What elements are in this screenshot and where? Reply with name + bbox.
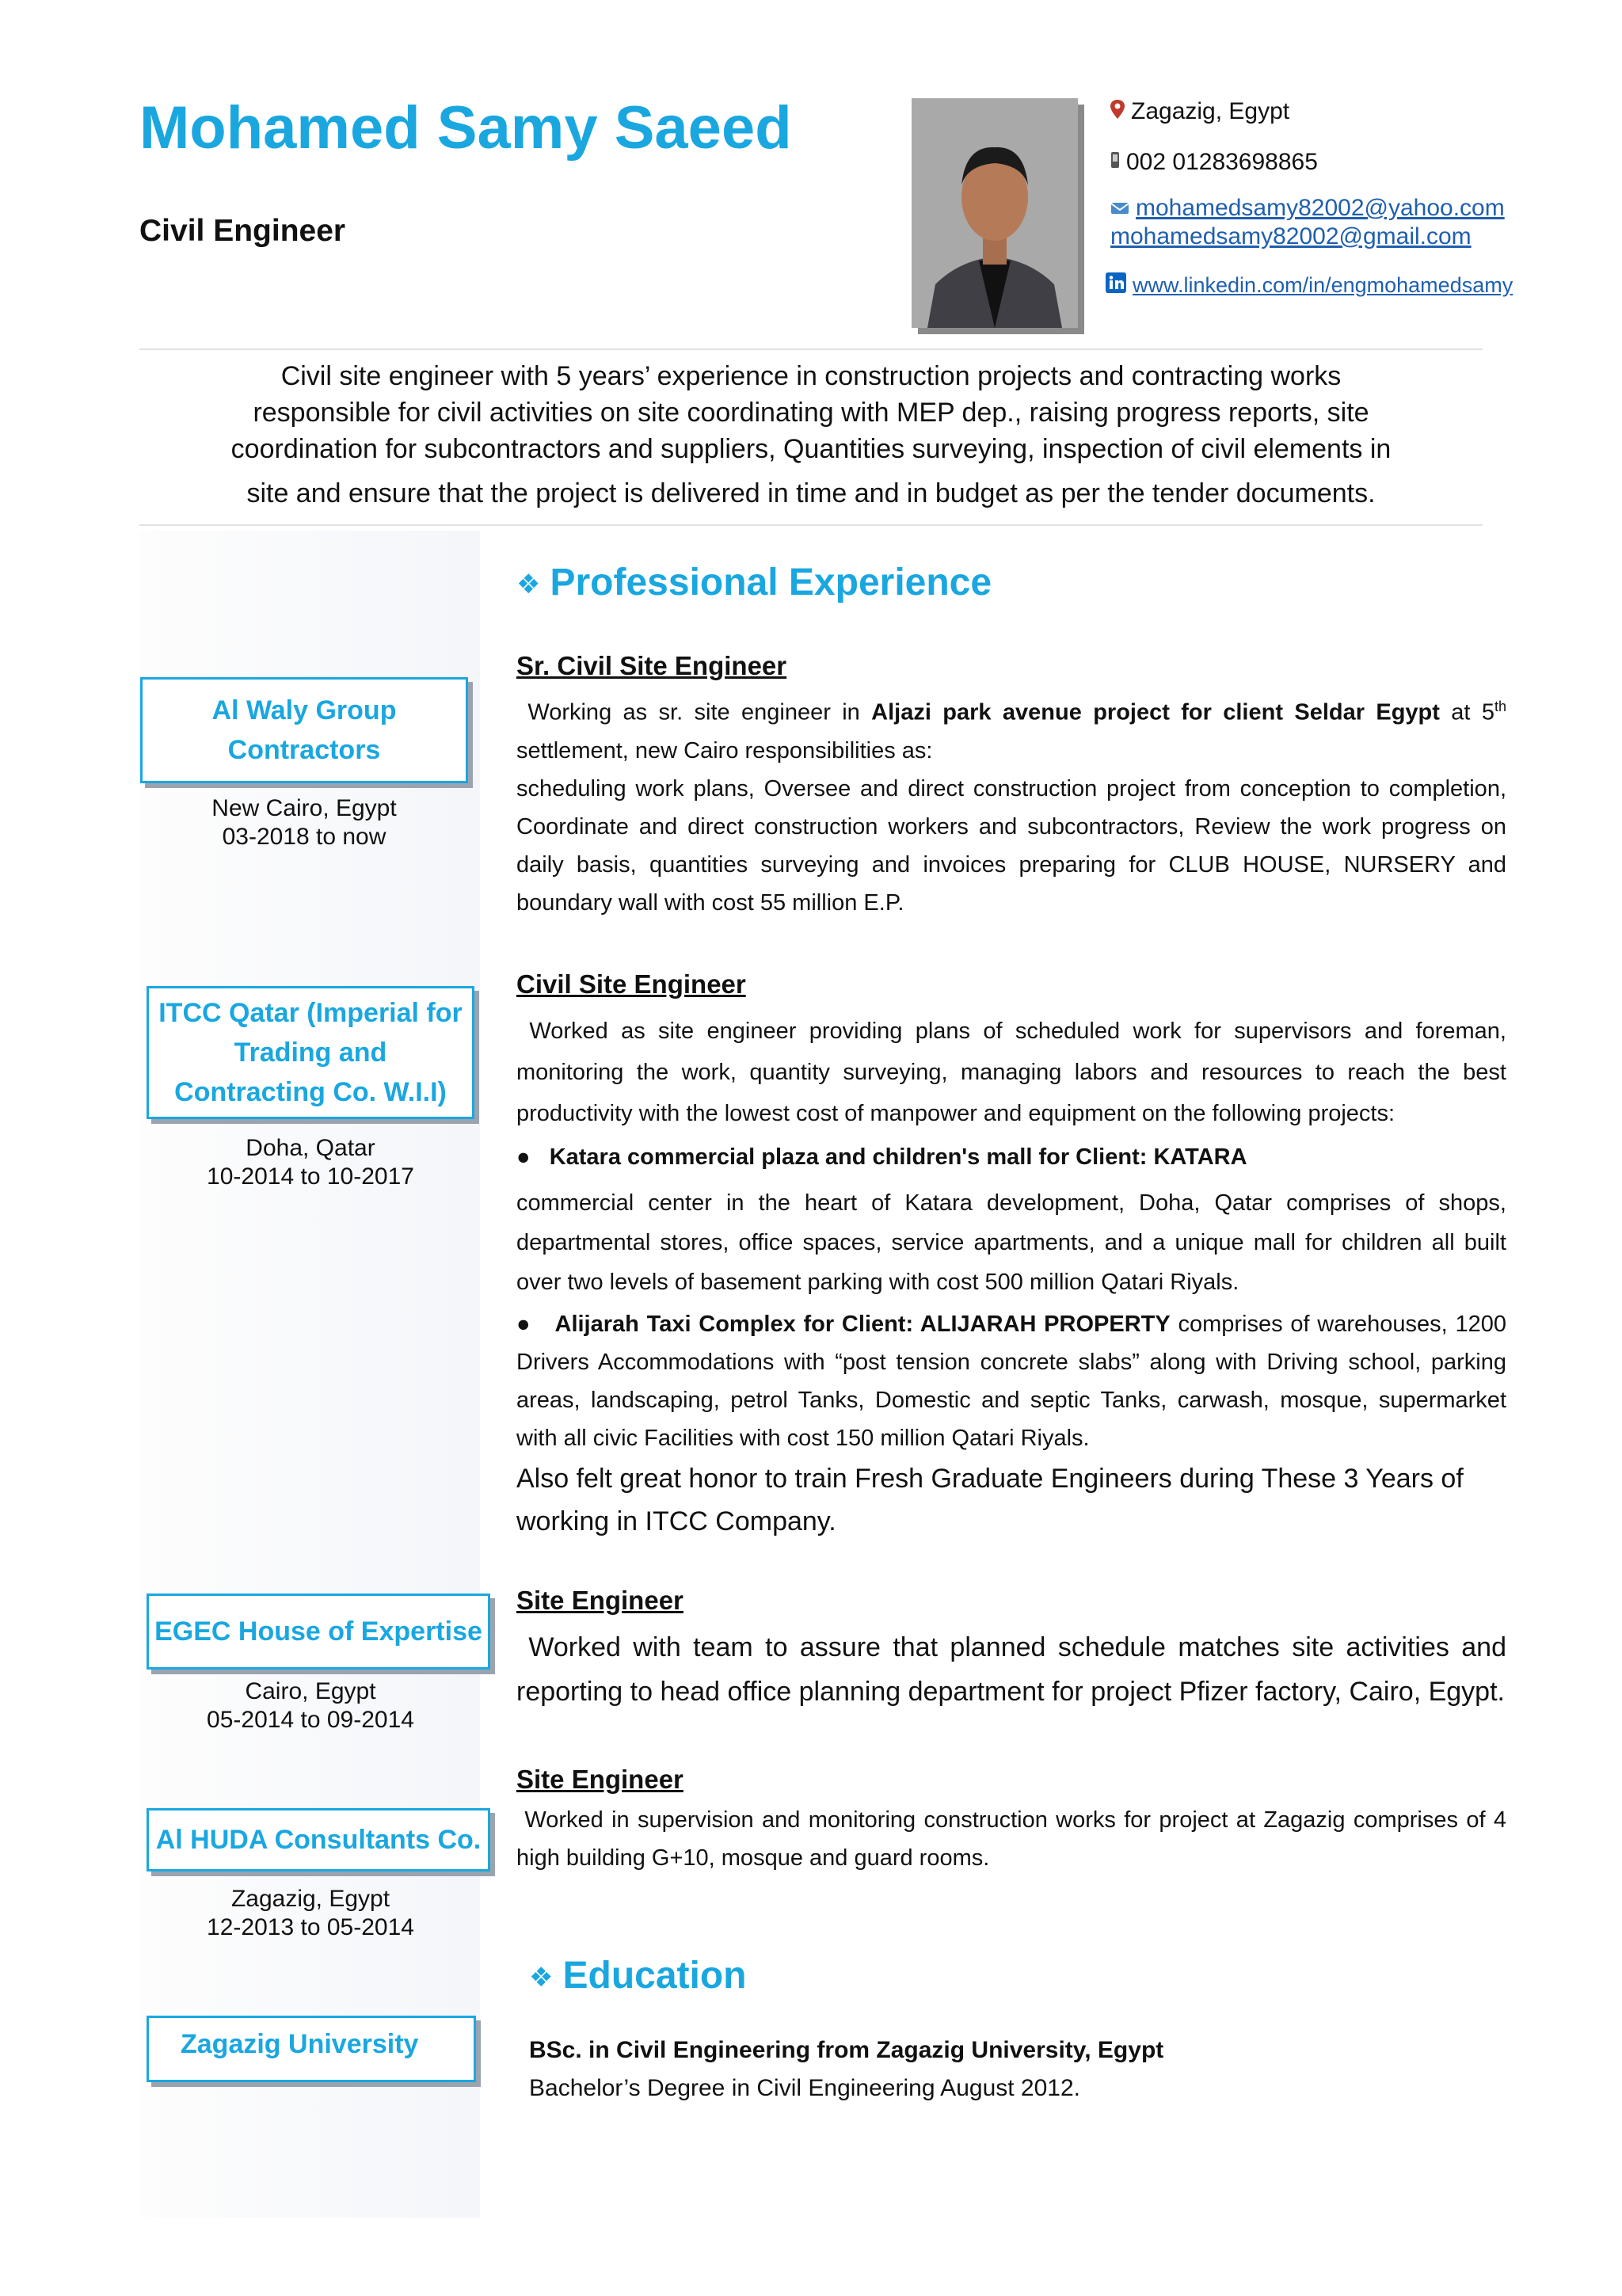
ordinal-suffix: th bbox=[1494, 699, 1506, 714]
email-icon bbox=[1110, 195, 1129, 222]
summary-line: responsible for civil activities on site coordinating with MEP dep., raising progress reports, site bbox=[253, 398, 1369, 428]
job-intro: at 5 bbox=[1439, 699, 1494, 725]
contact-phone bbox=[1110, 149, 1318, 176]
section-title: Education bbox=[562, 1955, 747, 1997]
company-location: Zagazig, Egypt bbox=[230, 1886, 390, 1912]
header-divider bbox=[139, 348, 1483, 350]
company-name: Al HUDA Consultants Co. bbox=[155, 1825, 482, 1855]
job-title-site-engineer: Site Engineer bbox=[516, 1586, 683, 1615]
summary-divider bbox=[139, 524, 1483, 526]
contact-location bbox=[1110, 98, 1289, 125]
contact-email-yahoo bbox=[1110, 195, 1505, 222]
job-title-civil-site-engineer: Civil Site Engineer bbox=[516, 969, 746, 999]
company-meta bbox=[147, 1134, 474, 1191]
project-description: commercial center in the heart of Katara development, Doha, Qatar comprises of shops, departmental stores, office spaces, service apartments, and a unique mall for children all built over two levels of basement parking with cost 500 million Qatari Riyals. bbox=[516, 1190, 1506, 1295]
job-description bbox=[516, 1011, 1506, 1134]
company-location: Cairo, Egypt bbox=[245, 1678, 376, 1704]
bullet-icon: ● bbox=[516, 1312, 532, 1337]
company-meta bbox=[147, 1677, 474, 1734]
professional-summary bbox=[139, 358, 1483, 512]
training-note: Also felt great honor to train Fresh Graduate Engineers during These 3 Years of working in ITCC Company. bbox=[516, 1464, 1464, 1536]
map-pin-icon bbox=[1110, 98, 1125, 125]
project-bullet bbox=[516, 1144, 1247, 1171]
diamond-bullet-icon: ❖ bbox=[529, 1963, 554, 1993]
summary-line: site and ensure that the project is delivered in time and in budget as per the tender documents. bbox=[246, 478, 1376, 508]
job-intro: Working as sr. site engineer in bbox=[527, 699, 872, 725]
project-title: Katara commercial plaza and children's mall for Client: KATARA bbox=[549, 1144, 1247, 1170]
project-description bbox=[516, 1305, 1506, 1457]
company-period: 12-2013 to 05-2014 bbox=[207, 1914, 414, 1940]
linkedin-icon bbox=[1106, 272, 1126, 299]
school-name: Zagazig University bbox=[181, 2029, 419, 2059]
contact-linkedin bbox=[1106, 272, 1513, 299]
company-name: Trading and bbox=[234, 1038, 387, 1068]
school-box-zagazig-university bbox=[147, 2016, 476, 2082]
job-body: Worked in supervision and monitoring construction works for project at Zagazig comprises of 4 high building G+10, mosque and guard rooms. bbox=[516, 1807, 1506, 1871]
left-column bbox=[139, 531, 480, 2218]
company-name: ITCC Qatar (Imperial for bbox=[158, 998, 463, 1028]
company-location: Doha, Qatar bbox=[246, 1135, 375, 1161]
company-period: 05-2014 to 09-2014 bbox=[207, 1707, 414, 1733]
company-period: 03-2018 to now bbox=[222, 824, 386, 850]
job-title: Civil Engineer bbox=[139, 214, 346, 248]
company-box-al-huda bbox=[147, 1808, 490, 1871]
company-meta bbox=[147, 1885, 474, 1942]
company-meta bbox=[140, 794, 468, 851]
location-text: Zagazig, Egypt bbox=[1131, 98, 1290, 124]
phone-icon bbox=[1110, 149, 1120, 176]
project-body: comprises of warehouses, 1200 Drivers Accommodations with “post tension concrete slabs” along with Driving school, parking areas, landscaping, petrol Tanks, Domestic and septic Tanks, carwash, mosque, supermarket with all civic Facilities with cost 150 million Qatari Riyals. bbox=[516, 1312, 1507, 1451]
summary-line: Civil site engineer with 5 years’ experience in construction projects and contracting works bbox=[280, 361, 1342, 391]
company-name: Contractors bbox=[227, 735, 381, 765]
company-name: Al Waly Group bbox=[211, 695, 397, 725]
job-body: Worked as site engineer providing plans of scheduled work for supervisors and foreman, monitoring the work, quantity surveying, managing labors and resources to reach the best productivity with the lowest cost of manpower and equipment on the following projects: bbox=[516, 1019, 1506, 1126]
project-name: Aljazi park avenue project for client Seldar Egypt bbox=[871, 699, 1440, 725]
section-title: Professional Experience bbox=[550, 562, 992, 604]
job-body: Worked with team to assure that planned schedule matches site activities and reporting to head office planning department for project Pfizer factory, Cairo, Egypt. bbox=[516, 1632, 1506, 1707]
job-body: scheduling work plans, Oversee and direct construction project from conception to completion, Coordinate and direct construction workers and subcontractors, Review the work progress on daily basis, quantities surveying and invoices preparing for CLUB HOUSE, NURSERY and boundary wall with cost 55 million E.P. bbox=[516, 775, 1506, 916]
company-name: Contracting Co. W.I.I) bbox=[174, 1077, 447, 1107]
job-description bbox=[516, 1801, 1506, 1877]
job-title-sr-civil-site-engineer: Sr. Civil Site Engineer bbox=[516, 651, 787, 680]
bullet-icon: ● bbox=[516, 1144, 531, 1170]
email-yahoo-link[interactable]: mohamedsamy82002@yahoo.com bbox=[1136, 195, 1505, 221]
section-education bbox=[529, 1954, 747, 1997]
job-description bbox=[516, 687, 1506, 922]
candidate-name: Mohamed Samy Saeed bbox=[139, 94, 792, 162]
education-degree: BSc. in Civil Engineering from Zagazig University, Egypt bbox=[529, 2037, 1164, 2063]
section-professional-experience bbox=[516, 561, 992, 604]
linkedin-link[interactable]: www.linkedin.com/in/engmohamedsamy bbox=[1133, 273, 1513, 297]
company-location: New Cairo, Egypt bbox=[211, 795, 397, 821]
company-box-itcc-qatar bbox=[147, 986, 474, 1119]
company-period: 10-2014 to 10-2017 bbox=[207, 1163, 414, 1190]
phone-text: 002 01283698865 bbox=[1126, 149, 1318, 175]
summary-line: coordination for subcontractors and suppliers, Quantities surveying, inspection of civil elements in bbox=[230, 434, 1392, 464]
diamond-bullet-icon: ❖ bbox=[516, 569, 541, 600]
company-box-egec bbox=[147, 1593, 490, 1670]
email-gmail-link[interactable]: mohamedsamy82002@gmail.com bbox=[1110, 223, 1472, 249]
project-title: Alijarah Taxi Complex for Client: ALIJARAH PROPERTY bbox=[554, 1312, 1171, 1337]
education-description: Bachelor’s Degree in Civil Engineering August 2012. bbox=[529, 2075, 1080, 2101]
company-name: EGEC House of Expertise bbox=[154, 1616, 482, 1647]
job-intro: settlement, new Cairo responsibilities as: bbox=[516, 737, 933, 763]
company-box-al-waly bbox=[140, 677, 468, 783]
job-title-site-engineer: Site Engineer bbox=[516, 1765, 683, 1794]
job-description bbox=[516, 1625, 1506, 1714]
profile-photo bbox=[912, 98, 1078, 328]
